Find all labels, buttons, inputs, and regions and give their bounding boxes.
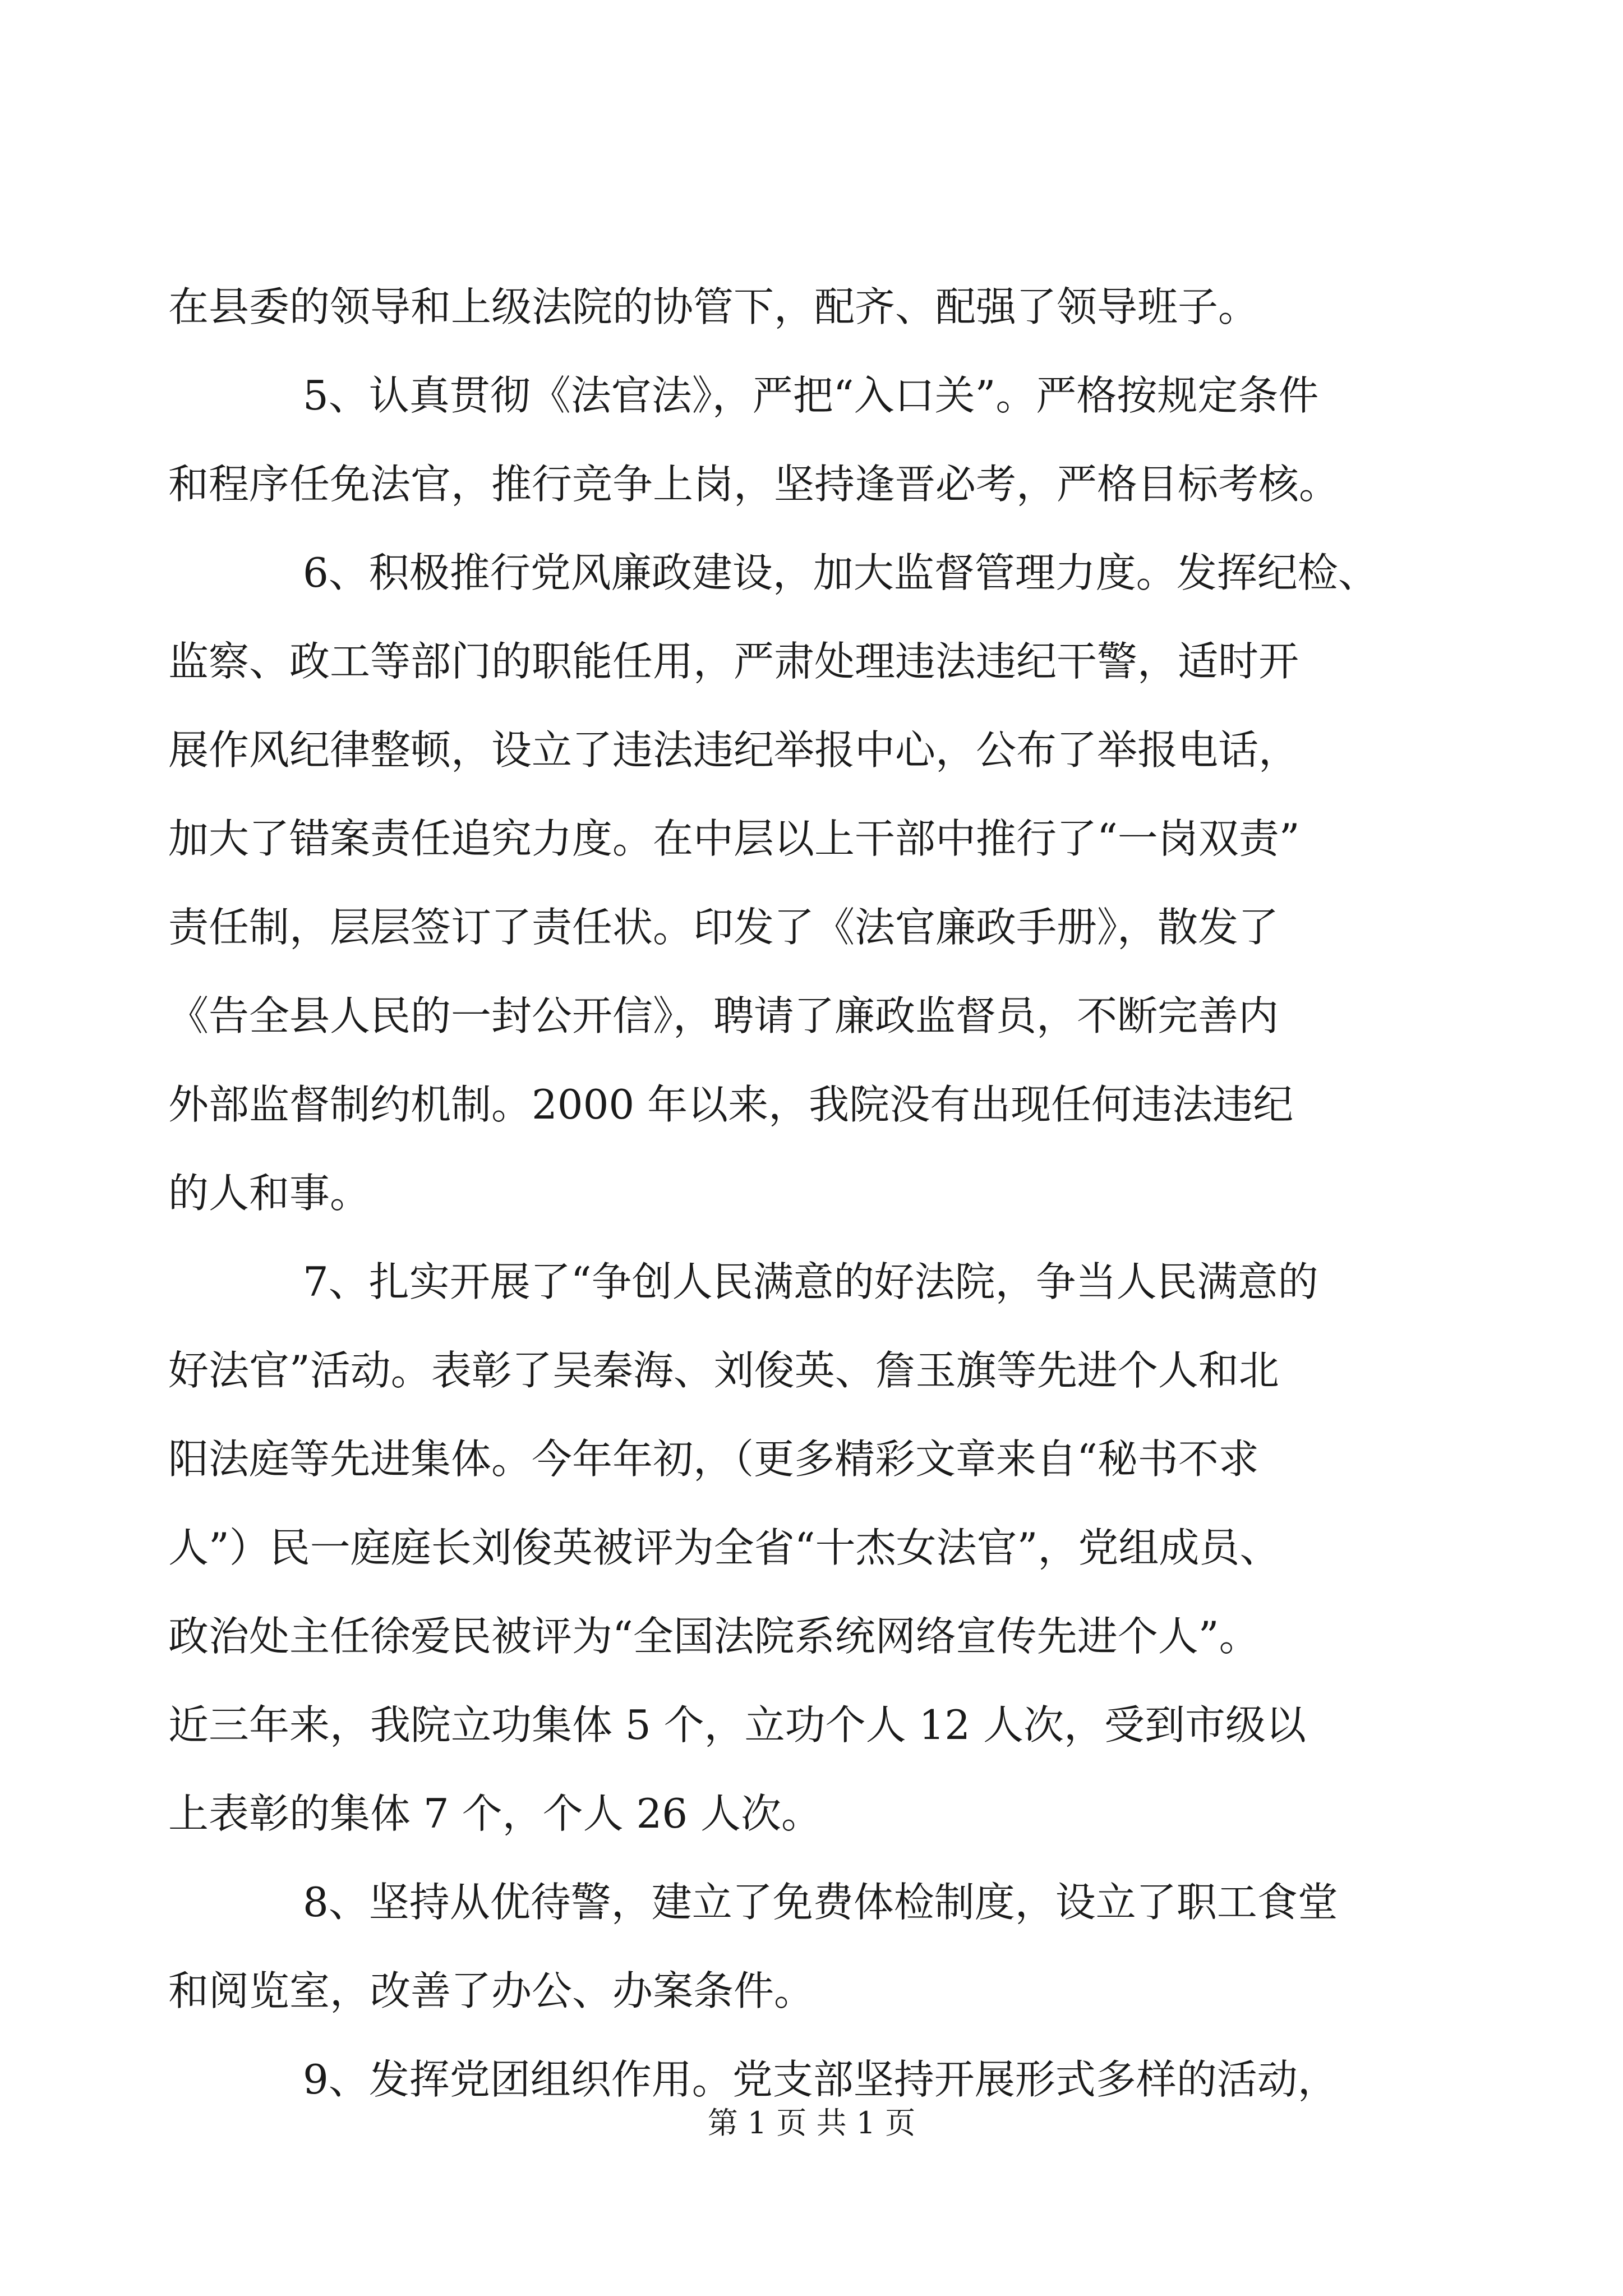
text-line: 责任制，层层签订了责任状。印发了《法官廉政手册》，散发了	[168, 904, 1279, 951]
paragraph-8-start: 8、坚持从优待警，建立了免费体检制度，设立了职工食堂	[303, 1879, 1338, 1926]
paragraph-9-start: 9、发挥党团组织作用。党支部坚持开展形式多样的活动，	[303, 2056, 1338, 2103]
text-line: 政治处主任徐爱民被评为“全国法院系统网络宣传先进个人”。	[168, 1613, 1260, 1660]
paragraph-5-start: 5、认真贯彻《法官法》，严把“入口关”。严格按规定条件	[303, 372, 1319, 419]
text-line: 加大了错案责任追究力度。在中层以上干部中推行了“一岗双责”	[168, 815, 1300, 862]
text-line: 和程序任免法官，推行竞争上岗，坚持逢晋必考，严格目标考核。	[168, 461, 1340, 508]
text-line: 上表彰的集体 7 个，个人 26 人次。	[168, 1790, 822, 1837]
document-body	[168, 263, 1424, 2124]
text-line: 人”）民一庭庭长刘俊英被评为全省“十杰女法官”，党组成员、	[168, 1524, 1280, 1571]
text-line: 展作风纪律整顿，设立了违法违纪举报中心，公布了举报电话，	[168, 726, 1299, 774]
text-line: 监察、政工等部门的职能任用，严肃处理违法违纪干警，适时开	[168, 638, 1299, 685]
text-line: 的人和事。	[168, 1170, 371, 1217]
text-line: 好法官”活动。表彰了吴秦海、刘俊英、詹玉旗等先进个人和北	[168, 1347, 1279, 1394]
text-line: 和阅览室，改善了办公、办案条件。	[168, 1967, 815, 2014]
text-line: 《告全县人民的一封公开信》，聘请了廉政监督员，不断完善内	[168, 992, 1279, 1039]
text-line: 近三年来，我院立功集体 5 个，立功个人 12 人次，受到市级以	[168, 1701, 1306, 1749]
paragraph-6-start: 6、积极推行党风廉政建设，加大监督管理力度。发挥纪检、	[303, 549, 1378, 596]
page-footer: 第 1 页 共 1 页	[707, 2105, 916, 2141]
text-line: 在县委的领导和上级法院的协管下，配齐、配强了领导班子。	[168, 283, 1259, 330]
paragraph-7-start: 7、扎实开展了“争创人民满意的好法院，争当人民满意的	[303, 1258, 1318, 1305]
text-line: 外部监督制约机制。2000 年以来，我院没有出现任何违法违纪	[168, 1081, 1294, 1128]
text-line: 阳法庭等先进集体。今年年初，（更多精彩文章来自“秘书不求	[168, 1435, 1259, 1483]
